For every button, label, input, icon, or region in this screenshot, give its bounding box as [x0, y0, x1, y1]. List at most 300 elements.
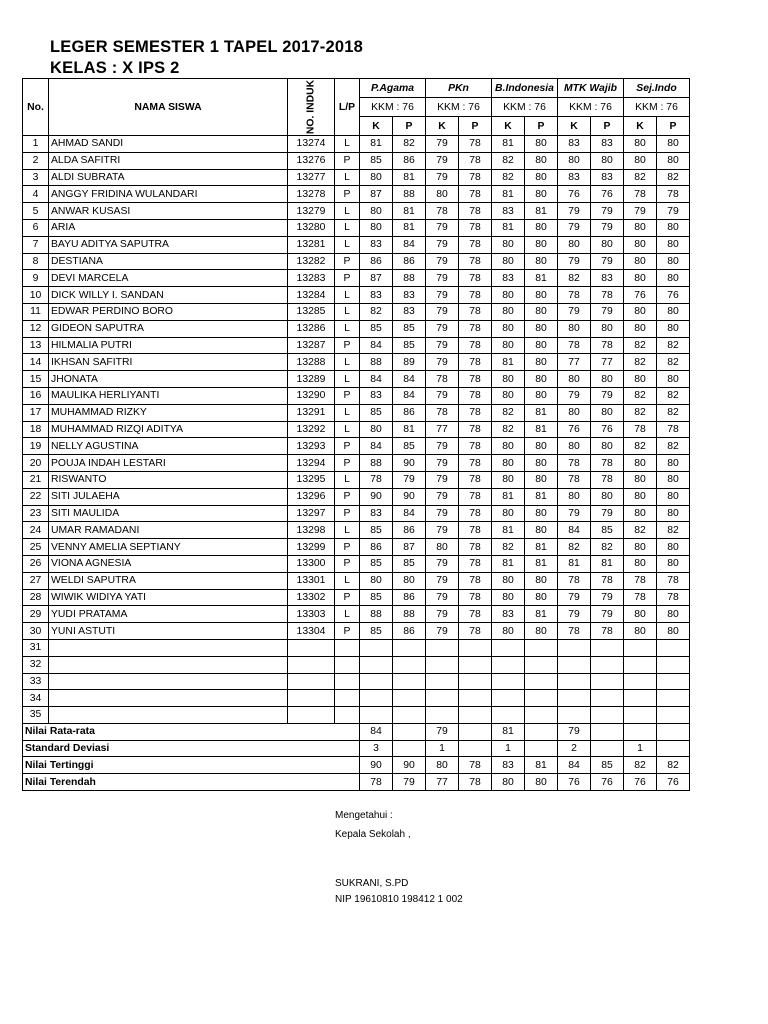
row-no: 28	[23, 589, 49, 606]
score-cell: 80	[525, 522, 558, 539]
score-cell: 78	[591, 572, 624, 589]
row-no: 31	[23, 639, 49, 656]
score-cell: 81	[525, 421, 558, 438]
summary-value	[624, 723, 657, 740]
score-cell: 81	[393, 169, 426, 186]
score-cell: 80	[558, 371, 591, 388]
score-cell	[591, 656, 624, 673]
student-name	[49, 673, 288, 690]
row-no: 2	[23, 152, 49, 169]
student-induk: 13286	[288, 320, 335, 337]
score-cell: 79	[558, 219, 591, 236]
score-cell: 82	[492, 169, 525, 186]
student-name: HILMALIA PUTRI	[49, 337, 288, 354]
score-cell: 81	[492, 488, 525, 505]
row-no: 20	[23, 455, 49, 472]
score-cell: 78	[591, 623, 624, 640]
score-cell: 84	[360, 438, 393, 455]
score-cell: 80	[657, 371, 690, 388]
score-cell: 84	[393, 371, 426, 388]
score-cell: 80	[525, 303, 558, 320]
student-name: VIONA AGNESIA	[49, 555, 288, 572]
grades-table	[22, 78, 690, 791]
score-cell: 80	[525, 505, 558, 522]
student-induk	[288, 707, 335, 724]
table-row	[23, 606, 690, 623]
student-lp	[335, 673, 360, 690]
score-cell: 78	[459, 270, 492, 287]
summary-value: 81	[492, 723, 525, 740]
score-cell: 80	[492, 337, 525, 354]
student-name: GIDEON SAPUTRA	[49, 320, 288, 337]
score-cell: 82	[624, 438, 657, 455]
score-cell: 80	[657, 136, 690, 153]
row-no: 5	[23, 203, 49, 220]
score-cell: 78	[657, 572, 690, 589]
table-row	[23, 690, 690, 707]
score-cell: 80	[624, 623, 657, 640]
score-cell: 80	[360, 421, 393, 438]
summary-value	[459, 740, 492, 757]
summary-value: 1	[426, 740, 459, 757]
student-name: DEVI MARCELA	[49, 270, 288, 287]
score-cell: 81	[525, 606, 558, 623]
score-cell	[393, 690, 426, 707]
score-cell	[360, 690, 393, 707]
score-cell: 80	[525, 371, 558, 388]
header-p: P	[525, 117, 558, 136]
student-lp: L	[335, 572, 360, 589]
summary-value	[393, 723, 426, 740]
student-induk: 13287	[288, 337, 335, 354]
summary-value: 78	[459, 757, 492, 774]
student-induk: 13300	[288, 555, 335, 572]
student-name	[49, 690, 288, 707]
score-cell: 78	[459, 522, 492, 539]
summary-value	[657, 740, 690, 757]
student-name: SITI MAULIDA	[49, 505, 288, 522]
header-kkm: KKM : 76	[426, 98, 492, 117]
student-name: ALDA SAFITRI	[49, 152, 288, 169]
student-name: AHMAD SANDI	[49, 136, 288, 153]
score-cell: 80	[657, 152, 690, 169]
table-row	[23, 354, 690, 371]
student-name: IKHSAN SAFITRI	[49, 354, 288, 371]
score-cell: 81	[591, 555, 624, 572]
table-row	[23, 270, 690, 287]
score-cell: 82	[492, 152, 525, 169]
summary-value: 81	[525, 757, 558, 774]
score-cell: 80	[657, 270, 690, 287]
table-row	[23, 623, 690, 640]
score-cell: 80	[657, 455, 690, 472]
summary-value: 80	[426, 757, 459, 774]
score-cell: 83	[360, 236, 393, 253]
score-cell: 81	[558, 555, 591, 572]
summary-row	[23, 723, 690, 740]
student-induk: 13283	[288, 270, 335, 287]
row-no: 8	[23, 253, 49, 270]
score-cell	[525, 673, 558, 690]
header-k: K	[426, 117, 459, 136]
summary-value	[657, 723, 690, 740]
score-cell: 80	[657, 253, 690, 270]
table-row	[23, 203, 690, 220]
score-cell: 80	[624, 488, 657, 505]
row-no: 29	[23, 606, 49, 623]
score-cell	[459, 707, 492, 724]
score-cell: 83	[360, 505, 393, 522]
student-induk: 13303	[288, 606, 335, 623]
score-cell: 86	[393, 253, 426, 270]
row-no: 3	[23, 169, 49, 186]
student-name: YUNI ASTUTI	[49, 623, 288, 640]
table-row	[23, 169, 690, 186]
score-cell: 85	[360, 152, 393, 169]
score-cell: 76	[558, 186, 591, 203]
score-cell: 79	[426, 455, 459, 472]
summary-value: 77	[426, 774, 459, 791]
student-induk: 13277	[288, 169, 335, 186]
student-name: YUDI PRATAMA	[49, 606, 288, 623]
row-no: 22	[23, 488, 49, 505]
summary-value: 1	[624, 740, 657, 757]
header-kkm: KKM : 76	[360, 98, 426, 117]
student-induk: 13296	[288, 488, 335, 505]
student-lp: L	[335, 320, 360, 337]
score-cell: 80	[492, 505, 525, 522]
score-cell: 82	[393, 136, 426, 153]
score-cell: 85	[360, 623, 393, 640]
header-k: K	[492, 117, 525, 136]
score-cell: 80	[558, 488, 591, 505]
table-row	[23, 589, 690, 606]
student-name: DICK WILLY I. SANDAN	[49, 287, 288, 304]
student-induk: 13295	[288, 471, 335, 488]
score-cell: 80	[558, 236, 591, 253]
score-cell: 80	[657, 471, 690, 488]
student-induk	[288, 673, 335, 690]
score-cell: 80	[624, 236, 657, 253]
score-cell: 81	[492, 555, 525, 572]
summary-value: 78	[360, 774, 393, 791]
table-row	[23, 707, 690, 724]
score-cell: 80	[492, 253, 525, 270]
score-cell: 86	[360, 253, 393, 270]
score-cell: 80	[492, 236, 525, 253]
summary-value	[525, 723, 558, 740]
score-cell: 79	[426, 522, 459, 539]
score-cell: 78	[459, 371, 492, 388]
score-cell: 90	[360, 488, 393, 505]
student-induk: 13290	[288, 387, 335, 404]
score-cell: 82	[657, 169, 690, 186]
student-name: MUHAMMAD RIZKY	[49, 404, 288, 421]
score-cell: 83	[360, 387, 393, 404]
score-cell: 80	[591, 236, 624, 253]
score-cell: 81	[492, 219, 525, 236]
row-no: 6	[23, 219, 49, 236]
score-cell: 80	[624, 505, 657, 522]
score-cell: 80	[492, 455, 525, 472]
score-cell: 79	[558, 203, 591, 220]
score-cell: 78	[591, 337, 624, 354]
table-row	[23, 505, 690, 522]
score-cell: 81	[525, 555, 558, 572]
student-induk: 13292	[288, 421, 335, 438]
score-cell: 83	[591, 270, 624, 287]
score-cell: 82	[558, 270, 591, 287]
score-cell: 80	[657, 303, 690, 320]
score-cell: 80	[624, 152, 657, 169]
score-cell: 80	[525, 589, 558, 606]
score-cell	[492, 673, 525, 690]
summary-value: 90	[360, 757, 393, 774]
table-row	[23, 186, 690, 203]
score-cell	[459, 656, 492, 673]
score-cell: 77	[591, 354, 624, 371]
student-induk: 13297	[288, 505, 335, 522]
score-cell: 80	[525, 387, 558, 404]
score-cell	[393, 656, 426, 673]
score-cell	[426, 690, 459, 707]
score-cell: 82	[624, 337, 657, 354]
student-name	[49, 707, 288, 724]
table-row	[23, 673, 690, 690]
student-lp: P	[335, 455, 360, 472]
student-induk: 13293	[288, 438, 335, 455]
score-cell: 81	[525, 488, 558, 505]
score-cell: 80	[492, 572, 525, 589]
score-cell: 78	[459, 186, 492, 203]
row-no: 7	[23, 236, 49, 253]
score-cell: 78	[459, 421, 492, 438]
score-cell: 79	[426, 236, 459, 253]
student-lp	[335, 690, 360, 707]
row-no: 1	[23, 136, 49, 153]
score-cell: 78	[459, 505, 492, 522]
row-no: 25	[23, 539, 49, 556]
score-cell: 79	[558, 253, 591, 270]
score-cell: 82	[657, 354, 690, 371]
student-lp: P	[335, 539, 360, 556]
summary-label: Standard Deviasi	[23, 740, 360, 757]
score-cell: 81	[393, 219, 426, 236]
row-no: 18	[23, 421, 49, 438]
score-cell: 78	[459, 623, 492, 640]
score-cell: 84	[393, 387, 426, 404]
table-row	[23, 371, 690, 388]
score-cell: 79	[591, 589, 624, 606]
score-cell: 82	[492, 421, 525, 438]
score-cell: 80	[558, 320, 591, 337]
table-row	[23, 572, 690, 589]
score-cell: 82	[657, 387, 690, 404]
score-cell: 79	[426, 387, 459, 404]
score-cell: 88	[393, 186, 426, 203]
score-cell: 78	[459, 219, 492, 236]
header-lp: L/P	[335, 79, 360, 136]
score-cell: 82	[624, 404, 657, 421]
score-cell: 78	[624, 572, 657, 589]
student-induk: 13284	[288, 287, 335, 304]
score-cell: 80	[525, 623, 558, 640]
score-cell: 85	[591, 522, 624, 539]
student-lp: L	[335, 219, 360, 236]
score-cell: 81	[393, 203, 426, 220]
score-cell: 79	[426, 337, 459, 354]
score-cell: 83	[492, 606, 525, 623]
score-cell: 82	[558, 539, 591, 556]
table-row	[23, 152, 690, 169]
score-cell: 80	[426, 539, 459, 556]
score-cell: 83	[591, 169, 624, 186]
summary-value: 79	[558, 723, 591, 740]
student-lp: L	[335, 522, 360, 539]
row-no: 13	[23, 337, 49, 354]
row-no: 15	[23, 371, 49, 388]
student-lp: P	[335, 186, 360, 203]
score-cell: 83	[492, 270, 525, 287]
student-lp: P	[335, 505, 360, 522]
score-cell: 79	[426, 219, 459, 236]
score-cell: 80	[624, 219, 657, 236]
score-cell	[525, 707, 558, 724]
student-lp: L	[335, 303, 360, 320]
score-cell: 80	[591, 371, 624, 388]
header-subject-mtk: MTK Wajib	[558, 79, 624, 98]
score-cell: 79	[426, 320, 459, 337]
summary-value	[591, 740, 624, 757]
score-cell: 83	[558, 169, 591, 186]
score-cell: 78	[459, 589, 492, 606]
score-cell: 76	[657, 287, 690, 304]
score-cell: 79	[426, 623, 459, 640]
student-name: WELDI SAPUTRA	[49, 572, 288, 589]
score-cell: 78	[459, 337, 492, 354]
student-name: BAYU ADITYA SAPUTRA	[49, 236, 288, 253]
score-cell: 80	[624, 320, 657, 337]
student-name: POUJA INDAH LESTARI	[49, 455, 288, 472]
header-kkm: KKM : 76	[624, 98, 690, 117]
table-row	[23, 555, 690, 572]
summary-value: 84	[360, 723, 393, 740]
score-cell: 78	[459, 555, 492, 572]
score-cell: 80	[657, 219, 690, 236]
table-row	[23, 387, 690, 404]
student-name: ARIA	[49, 219, 288, 236]
table-row	[23, 539, 690, 556]
student-name: MUHAMMAD RIZQI ADITYA	[49, 421, 288, 438]
score-cell: 79	[426, 572, 459, 589]
score-cell: 85	[360, 320, 393, 337]
table-row	[23, 421, 690, 438]
score-cell: 80	[657, 488, 690, 505]
score-cell: 79	[558, 387, 591, 404]
summary-row	[23, 757, 690, 774]
score-cell: 78	[426, 371, 459, 388]
summary-value	[459, 723, 492, 740]
score-cell: 79	[591, 606, 624, 623]
student-name	[49, 639, 288, 656]
row-no: 14	[23, 354, 49, 371]
score-cell: 79	[426, 287, 459, 304]
score-cell: 80	[525, 236, 558, 253]
student-name: MAULIKA HERLIYANTI	[49, 387, 288, 404]
header-subject-sejindo: Sej.Indo	[624, 79, 690, 98]
score-cell: 79	[591, 203, 624, 220]
score-cell: 80	[591, 438, 624, 455]
summary-value: 76	[657, 774, 690, 791]
header-p: P	[591, 117, 624, 136]
score-cell: 79	[558, 505, 591, 522]
score-cell: 80	[492, 471, 525, 488]
row-no: 11	[23, 303, 49, 320]
row-no: 12	[23, 320, 49, 337]
row-no: 27	[23, 572, 49, 589]
score-cell: 78	[459, 488, 492, 505]
score-cell: 79	[591, 219, 624, 236]
score-cell: 87	[360, 186, 393, 203]
score-cell: 79	[426, 606, 459, 623]
score-cell	[360, 673, 393, 690]
score-cell: 80	[558, 438, 591, 455]
row-no: 10	[23, 287, 49, 304]
summary-value: 1	[492, 740, 525, 757]
score-cell: 80	[624, 253, 657, 270]
score-cell: 81	[360, 136, 393, 153]
row-no: 35	[23, 707, 49, 724]
row-no: 30	[23, 623, 49, 640]
table-row	[23, 488, 690, 505]
score-cell: 78	[459, 253, 492, 270]
score-cell	[624, 639, 657, 656]
score-cell: 81	[525, 270, 558, 287]
student-induk: 13288	[288, 354, 335, 371]
score-cell: 78	[459, 354, 492, 371]
score-cell: 78	[657, 589, 690, 606]
score-cell	[657, 707, 690, 724]
student-induk: 13289	[288, 371, 335, 388]
score-cell: 77	[558, 354, 591, 371]
student-lp: L	[335, 421, 360, 438]
student-induk: 13274	[288, 136, 335, 153]
student-induk	[288, 639, 335, 656]
score-cell	[558, 673, 591, 690]
student-lp: L	[335, 354, 360, 371]
student-lp: L	[335, 606, 360, 623]
score-cell: 80	[657, 606, 690, 623]
student-induk	[288, 656, 335, 673]
summary-value: 80	[492, 774, 525, 791]
score-cell: 82	[492, 539, 525, 556]
student-lp: P	[335, 253, 360, 270]
table-row	[23, 136, 690, 153]
score-cell	[657, 656, 690, 673]
score-cell: 79	[558, 303, 591, 320]
score-cell: 80	[492, 371, 525, 388]
table-row	[23, 455, 690, 472]
score-cell: 78	[459, 136, 492, 153]
table-row	[23, 303, 690, 320]
header-k: K	[360, 117, 393, 136]
header-induk-cell	[288, 79, 335, 136]
score-cell: 76	[558, 421, 591, 438]
score-cell: 78	[459, 471, 492, 488]
table-row	[23, 522, 690, 539]
student-induk: 13291	[288, 404, 335, 421]
score-cell: 81	[525, 203, 558, 220]
